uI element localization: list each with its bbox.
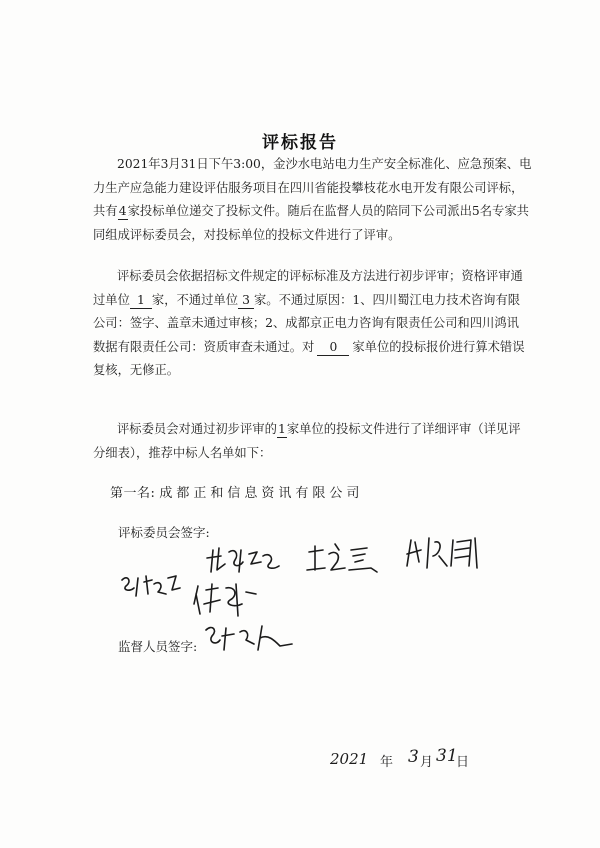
text-line: 分细表），推荐中标人名单如下： (93, 445, 272, 460)
signature-2 (305, 540, 390, 580)
signing-date (300, 742, 480, 776)
winner-name: 成都正和信息资讯有限公司 (159, 486, 364, 501)
text-fragment: 评标委员会对通过初步评审的 (117, 422, 277, 436)
paragraph-preliminary-review (93, 265, 525, 383)
text-line (93, 200, 529, 224)
text-line: 公司：签字、盖章未通过审核；2、成都京正电力咨询有限责任公司和四川鸿讯 (93, 316, 519, 330)
page-title: 评标报告 (262, 133, 338, 153)
supervisor-signature (200, 620, 300, 656)
winning-bidder (110, 482, 363, 501)
rank-label: 第一名: (110, 486, 156, 501)
date-day-unit: 日 (456, 755, 470, 770)
date-year-unit: 年 (380, 755, 394, 770)
text-fragment: 家单位的投标文件进行了详细评审（详见评 (286, 422, 521, 436)
date-year: 2021 (330, 750, 369, 768)
supervisor-signature-label: 监督人员签字: (118, 639, 198, 654)
text-line (93, 418, 521, 442)
bidder-count: 4 (118, 204, 127, 218)
paragraph-detailed-review (93, 418, 521, 465)
detailed-count: 1 (277, 422, 286, 436)
text-fragment: 家。不通过原因：1、四川蜀江电力技术咨询有限 (254, 292, 521, 307)
committee-signature-label: 评标委员会签字: (118, 525, 210, 540)
text-fragment: 家单位的投标报价进行算术错误 (352, 339, 525, 354)
text-line: 评标委员会依据招标文件规定的评标标准及方法进行初步评审；资格评审通 (117, 269, 523, 283)
text-fragment: 数据有限责任公司：资质审查未通过。对 (93, 339, 315, 354)
date-month: 3 (408, 747, 419, 767)
date-day: 31 (436, 746, 458, 766)
corrected-count: 0 (317, 340, 349, 356)
text-line: 力生产应急能力建设评估服务项目在四川省能投攀枝花水电开发有限公司评标， (93, 180, 524, 195)
text-fragment: 家投标单位递交了投标文件。随后在监督人员的陪同下公司派出5名专家共 (127, 204, 529, 218)
text-line: 同组成评标委员会，对投标单位的投标文件进行了评审。 (93, 227, 401, 242)
signature-5 (190, 580, 270, 620)
text-line: 2021年3月31日下午3:00，金沙水电站电力生产安全标准化、应急预案、电 (117, 157, 532, 171)
text-fragment: 过单位 (93, 292, 130, 307)
text-line: 复核，无修正。 (93, 363, 180, 377)
text-fragment: 家，不通过单位 (151, 292, 238, 307)
signature-4 (118, 570, 188, 600)
failed-count: 3 (238, 293, 254, 309)
text-line (93, 336, 525, 360)
date-month-unit: 月 (420, 755, 434, 770)
passed-count: 1 (130, 293, 152, 309)
paragraph-bid-summary (93, 153, 532, 247)
signature-3 (405, 532, 490, 574)
signature-1 (205, 540, 295, 580)
text-fragment: 共有 (93, 204, 118, 218)
text-line (93, 289, 521, 313)
